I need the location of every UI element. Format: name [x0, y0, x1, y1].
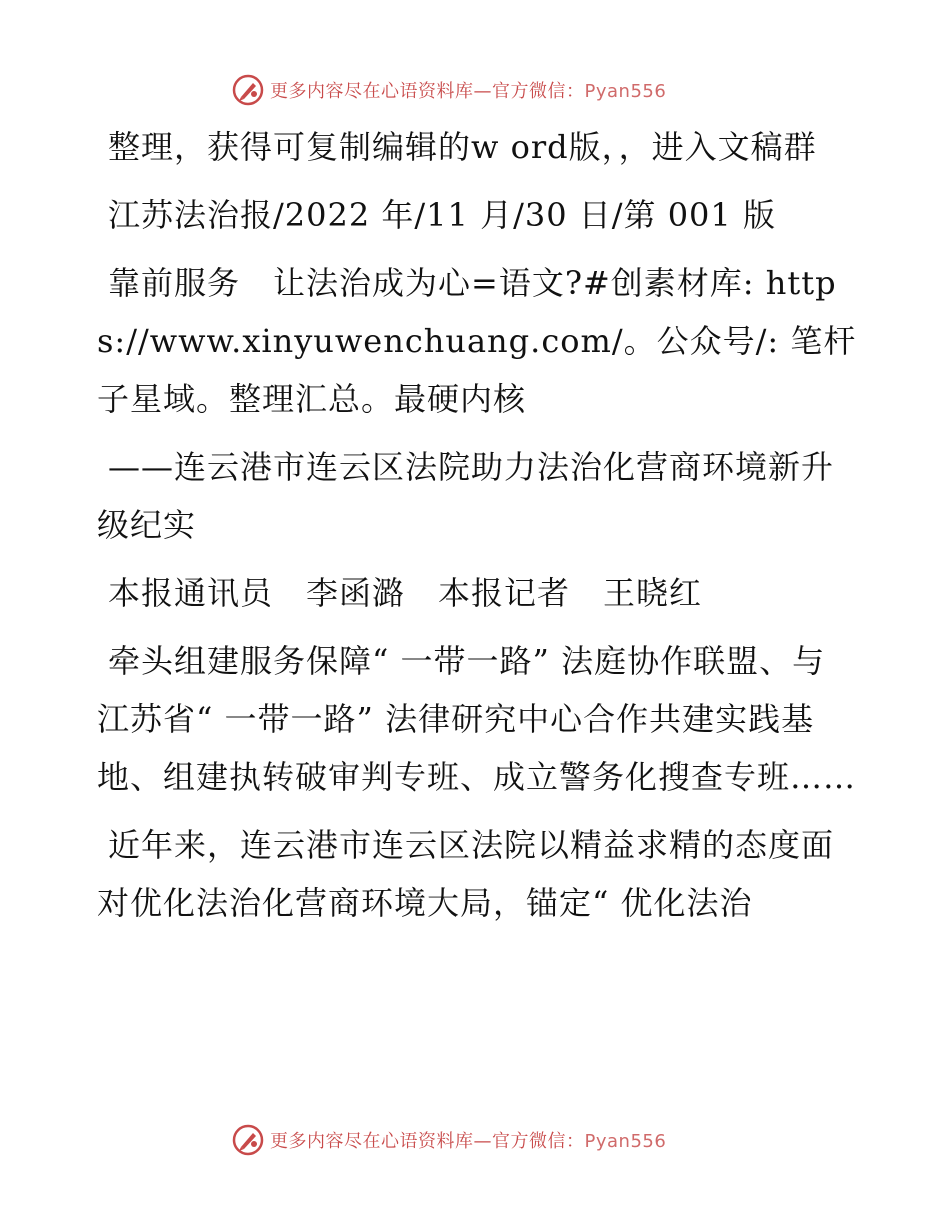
paragraph-body: 近年来，连云港市连云区法院以精益求精的态度面对优化法治化营商环境大局，锚定“ 优化法治 [97, 826, 835, 922]
paragraph-lead: 牵头组建服务保障“ 一带一路” 法庭协作联盟、与江苏省“ 一带一路” 法律研究中心合作共建实践基地、组建执转破审判专班、成立警务化搜查专班…… [97, 642, 857, 796]
document-body [97, 118, 857, 942]
watermark-contact: Pyan556 [584, 81, 667, 102]
paragraph-source: 江苏法治报/2022 年/11 月/30 日/第 001 版 [108, 196, 776, 234]
paragraph-subheadline: ——连云港市连云区法院助力法治化营商环境新升级纪实 [97, 448, 835, 544]
quill-pen-logo-icon [232, 1124, 264, 1156]
quill-pen-logo-icon [232, 74, 264, 106]
header-watermark [232, 74, 666, 106]
paragraph-note: 整理，获得可复制编辑的w ord版，，进入文稿群 [108, 128, 817, 166]
watermark-contact: Pyan556 [584, 1131, 667, 1152]
watermark-text: 更多内容尽在心语资料库—官方微信：Pyan556 [270, 1131, 667, 1152]
watermark-text: 更多内容尽在心语资料库—官方微信：Pyan556 [270, 81, 667, 102]
paragraph-headline: 靠前服务 让法治成为心=语文?#创素材库: https://www.xinyuwenchuang.com/。公众号/: 笔杆子星域。整理汇总。最硬内核 [97, 264, 857, 418]
footer-watermark [232, 1124, 666, 1156]
paragraph-byline: 本报通讯员 李函潞 本报记者 王晓红 [108, 574, 703, 612]
